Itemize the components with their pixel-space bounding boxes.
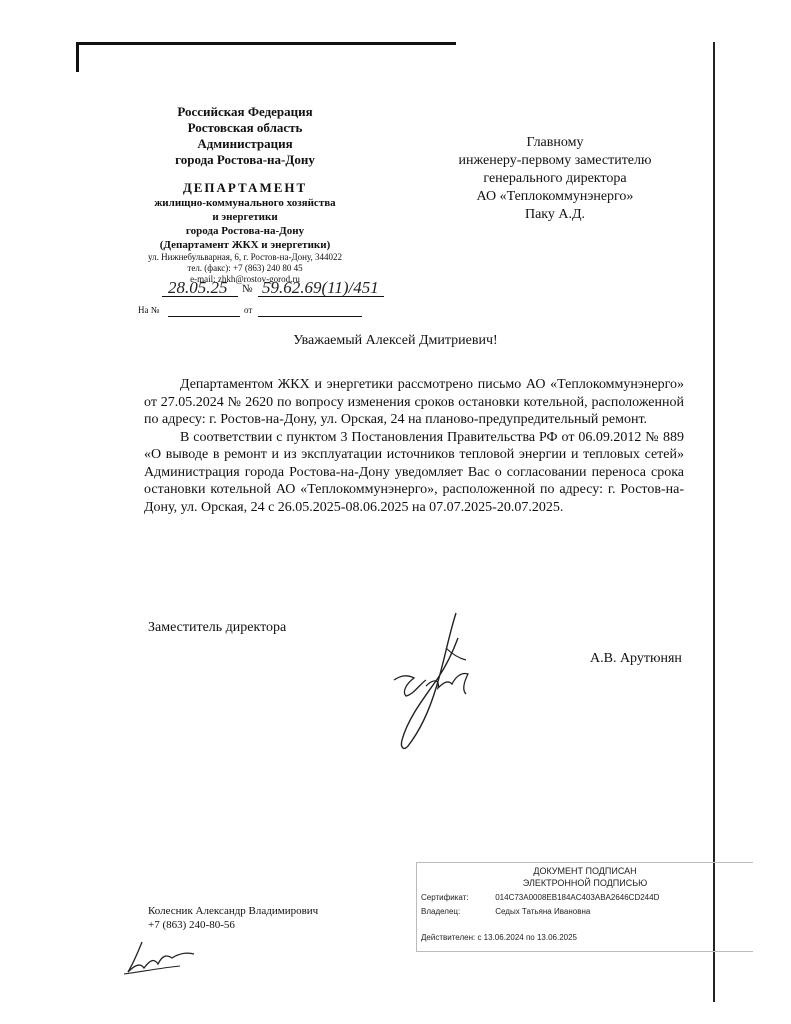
- scan-corner-mark: [76, 42, 79, 72]
- department-name-line: города Ростова-на-Дону: [185, 225, 305, 237]
- department-title: ДЕПАРТАМЕНТ: [182, 180, 308, 195]
- executor-phone: +7 (863) 240-80-56: [148, 919, 235, 931]
- executor-block: [148, 904, 318, 932]
- reference-number-label: На №: [138, 305, 160, 315]
- stamp-validity: Действителен: с 13.06.2024 по 13.06.2025: [421, 933, 577, 942]
- department-name-line: жилищно-коммунального хозяйства: [154, 197, 336, 209]
- administration-line: Администрация: [197, 136, 293, 151]
- letter-body: [144, 376, 684, 516]
- stamp-subtitle: ЭЛЕКТРОННОЙ ПОДПИСЬЮ: [522, 878, 648, 888]
- registration-date: 28.05.25: [168, 278, 228, 297]
- salutation: Уважаемый Алексей Дмитриевич!: [293, 333, 498, 348]
- city-line: города Ростова-на-Дону: [175, 152, 315, 167]
- certificate-value: 014C73A0008EB184AC403ABA2646CD244D: [495, 893, 660, 902]
- registration-number: 59.62.69(11)/451: [262, 278, 379, 297]
- sender-email: e-mail: zhkh@rostov-gorod.ru: [190, 274, 300, 284]
- signatory-position: Заместитель директора: [148, 620, 287, 635]
- signatory-name: А.В. Арутюнян: [590, 651, 682, 666]
- number-underline: [258, 296, 384, 297]
- electronic-signature-stamp: [416, 862, 753, 952]
- body-paragraph: Департаментом ЖКХ и энергетики рассмотрено письмо АО «Теплокоммунэнерго» от 27.05.2024 № 2620 по вопросу изменения сроков остановки котельной, расположенной по адресу: г. Ростов-на-Дону, ул. Орская, 24 на планово-предупредительный ремонт.: [144, 377, 684, 427]
- handwritten-signature: [386, 608, 496, 758]
- sender-phone: тел. (факс): +7 (863) 240 80 45: [187, 263, 303, 273]
- stamp-certificate-row: [421, 893, 659, 902]
- recipient-line: Главному: [526, 135, 584, 150]
- executor-initials-signature: [120, 938, 200, 978]
- reference-number-field: [168, 316, 240, 317]
- recipient-line: инженеру-первому заместителю: [458, 153, 652, 168]
- recipient-line: генерального директора: [483, 171, 627, 186]
- reference-date-field: [258, 316, 362, 317]
- department-name-line: и энергетики: [212, 211, 278, 223]
- recipient-block: [440, 134, 670, 224]
- recipient-line: Паку А.Д.: [524, 207, 586, 222]
- date-underline: [162, 296, 238, 297]
- recipient-line: АО «Теплокоммунэнерго»: [476, 189, 634, 204]
- country-line: Российская Федерация: [177, 104, 313, 119]
- owner-label: Владелец:: [421, 907, 461, 916]
- owner-value: Седых Татьяна Ивановна: [495, 907, 591, 916]
- reference-date-label: от: [244, 305, 253, 315]
- stamp-title: ДОКУМЕНТ ПОДПИСАН: [533, 866, 637, 876]
- stamp-owner-row: [421, 907, 590, 916]
- department-short-name: (Департамент ЖКХ и энергетики): [159, 239, 331, 251]
- body-paragraph: В соответствии с пунктом 3 Постановления Правительства РФ от 06.09.2012 № 889 «О выводе в ремонт и из эксплуатации источников тепловой энергии и тепловых сетей» Администрация города Ростова-на-Дону уведомляет Вас о согласовании переноса срока остановки котельной АО «Теплокоммунэнерго», расположенной по адресу: г. Ростов-на-Дону, ул. Орская, 24 с 26.05.2025-08.06.2025 на 07.07.2025-20.07.2025.: [144, 429, 684, 515]
- sender-letterhead: [110, 104, 380, 285]
- scan-corner-mark: [76, 42, 456, 45]
- certificate-label: Сертификат:: [421, 893, 469, 902]
- executor-name: Колесник Александр Владимирович: [148, 905, 319, 917]
- region-line: Ростовская область: [187, 120, 303, 135]
- registration-number-label: №: [242, 283, 253, 295]
- page-edge-line: [713, 42, 715, 1002]
- sender-address: ул. Нижнебульварная, 6, г. Ростов-на-Дону, 344022: [147, 252, 343, 262]
